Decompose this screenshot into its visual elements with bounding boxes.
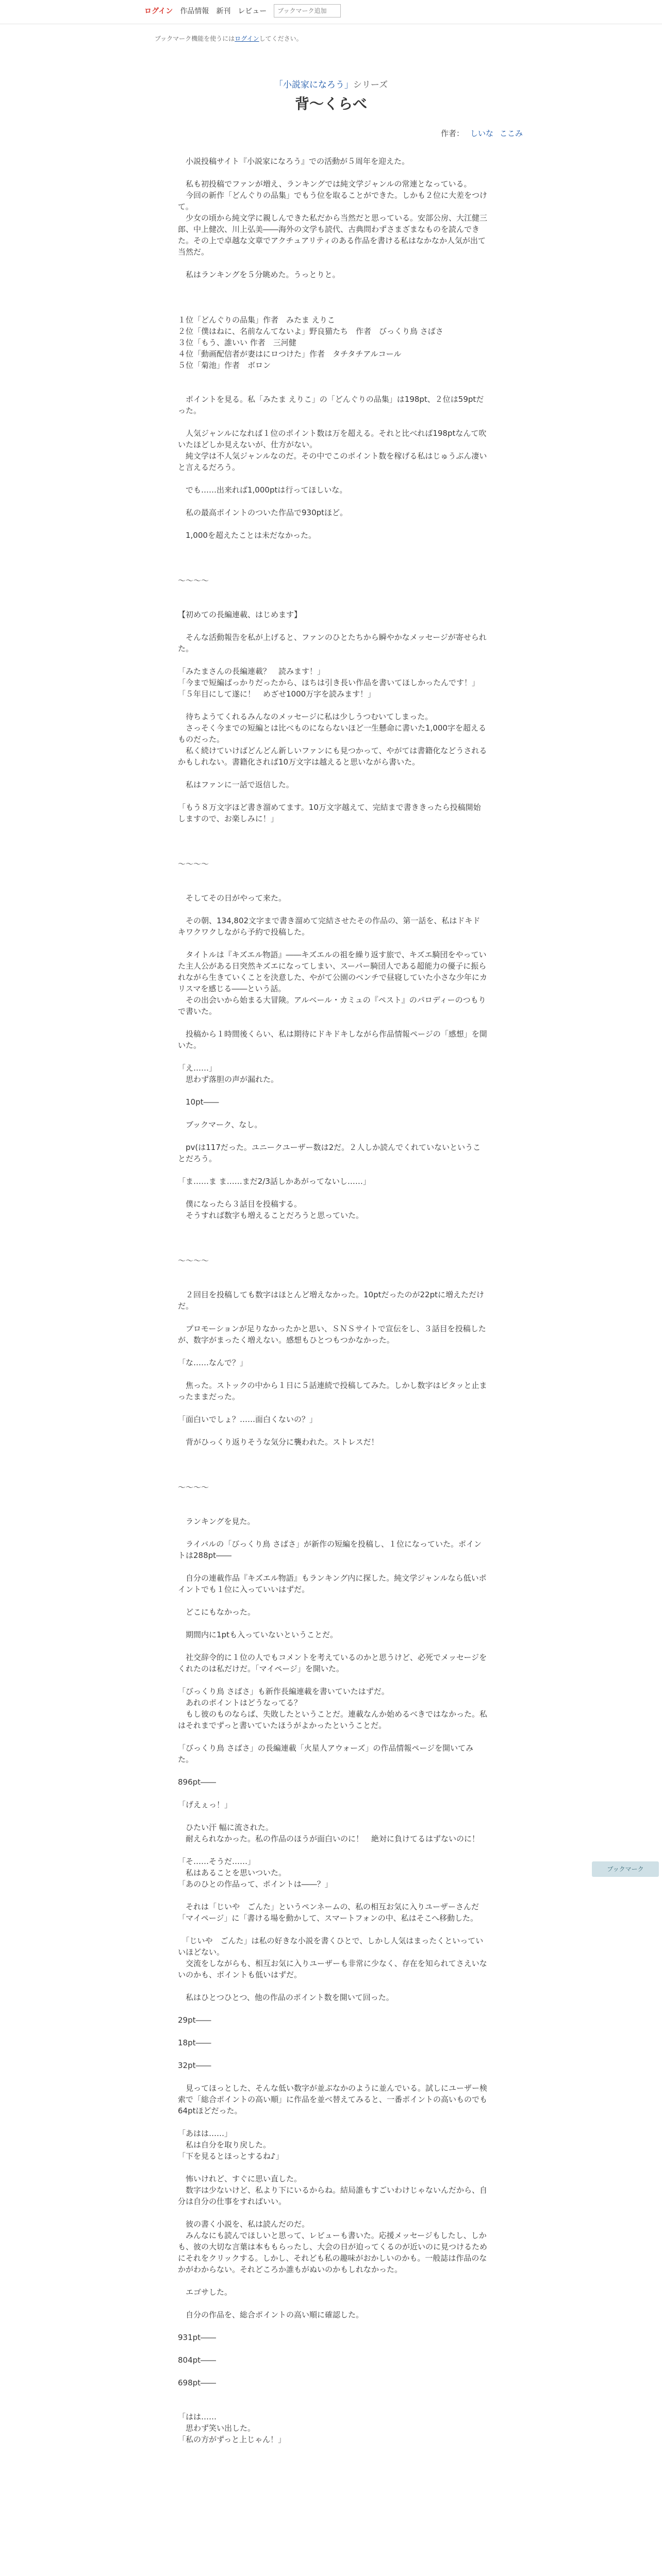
blank-line bbox=[178, 1278, 487, 1289]
body-paragraph: 数字は少ないけど、私より下にいるからね。結局誰もすごいわけじゃないんだから、自分は自分の仕事をすればいい。 bbox=[178, 2185, 488, 2206]
blank-line bbox=[178, 1130, 487, 1142]
body-paragraph: 10pt―― bbox=[178, 1097, 219, 1107]
body-paragraph: 「今まで短編ばっかりだったから、ほちは引き長い作品を書いてほしかったんです！」 bbox=[178, 678, 480, 687]
blank-line bbox=[178, 2298, 487, 2309]
blank-line bbox=[178, 2026, 487, 2037]
body-paragraph: 焦った。ストックの中から１日に５話連続で投稿してみた。しかし数字はピタッと止まったままだった。 bbox=[178, 1381, 487, 1401]
body-paragraph: ひたい汗 幅に流された。 bbox=[178, 1823, 273, 1832]
body-paragraph: そんな活動報告を私が上げると、ファンのひとたちから瞬やかなメッセージが寄せられた。 bbox=[178, 633, 487, 653]
blank-line bbox=[178, 938, 487, 949]
blank-line bbox=[178, 2366, 487, 2377]
blank-line bbox=[178, 700, 487, 711]
body-paragraph: 〜〜〜〜 bbox=[178, 859, 209, 869]
blank-line bbox=[178, 904, 487, 915]
blank-line bbox=[178, 2400, 487, 2411]
body-paragraph: 「あのひとの作品って、ポイントは――？」 bbox=[178, 1879, 333, 1889]
body-paragraph: pv(は117だった。ユニークユーザー数は2だ。２人しか読んでくれていないということだろう。 bbox=[178, 1143, 481, 1163]
body-paragraph: 見ってほっとした、そんな低い数字が並ぶなかのように並んでいる。試しにユーザー検索で「総合ポイントの高い順」に作品を並べ替えてみると、一番ポイントの高いものでも64ptほどだった。 bbox=[178, 2083, 488, 2115]
body-paragraph: 1,000を超えたことは未だなかった。 bbox=[178, 531, 316, 540]
body-paragraph: 「はは…… bbox=[178, 2412, 217, 2421]
blank-line bbox=[178, 768, 487, 779]
body-paragraph: 29pt―― bbox=[178, 2015, 211, 2025]
blank-line bbox=[178, 598, 487, 609]
blank-line bbox=[178, 416, 487, 428]
body-paragraph: 投稿から１時間後くらい、私は期待にドキドキしながら作品情報ページの「感想」を開いた。 bbox=[178, 1029, 487, 1050]
body-paragraph: さっそく今までの短編とは比べものにならないほど一生懸命に書いた1,000字を超えるものだった。 bbox=[178, 723, 486, 744]
series-link[interactable]: 「小説家になろう」 bbox=[274, 80, 353, 90]
blank-line bbox=[178, 371, 487, 382]
author-label: 作者： bbox=[440, 129, 464, 138]
body-paragraph: ２回目を投稿しても数字はほとんど増えなかった。10ptだったのが22ptに増えただけだ。 bbox=[178, 1290, 484, 1311]
blank-line bbox=[178, 1765, 487, 1776]
body-paragraph: あれのポイントはどうなってる？ bbox=[178, 1698, 302, 1707]
blank-line bbox=[178, 1108, 487, 1119]
body-paragraph: タイトルは『キズエル物語』――キズエルの祖を繰り返す旅で、キズエ騎団をやっていた主人公がある日突然キズエになってしまい、スーパー騎団人である超能力の優子に振られながら生きていくことを決意した、やがて公園のベンチで昼寝していた小さな少年にカリスマを感じる――という話。 bbox=[178, 950, 488, 993]
blank-line bbox=[178, 1810, 487, 1822]
body-paragraph: 待ちようてくれるみんなのメッセージに私は少しうつむいてしまった。 bbox=[178, 712, 433, 721]
blank-line bbox=[178, 2320, 487, 2332]
body-paragraph: その朝、134,802文字まで書き溜めて完結させたその作品の、第一話を、私はドキドキワクワクしながら予約で投稿した。 bbox=[178, 916, 481, 937]
blank-line bbox=[178, 790, 487, 802]
body-paragraph: 「もう８万文字ほど書き溜めてます。10万文字越えて、完結まで書ききったら投稿開始しますので、お楽しみに！」 bbox=[178, 803, 481, 823]
body-paragraph: 人気ジャンルになれば１位のポイント数は万を超える。それと比べれば198ptなんて吹いたほどしか見えないが、仕方がない。 bbox=[178, 429, 487, 449]
body-paragraph: 18pt―― bbox=[178, 2038, 211, 2047]
body-paragraph: 私の最高ポイントのついた作品で930ptほど。 bbox=[178, 508, 348, 517]
blank-line bbox=[178, 1232, 487, 1244]
blank-line bbox=[178, 586, 487, 598]
body-paragraph: 彼の書く小説を、私は読んだのだ。 bbox=[178, 2219, 310, 2229]
blank-line bbox=[178, 2343, 487, 2354]
notice-prefix: ブックマーク機能を使うには bbox=[155, 35, 235, 42]
novel-title: 背〜くらべ bbox=[294, 95, 367, 112]
body-paragraph: でも……出来れば1,000ptは行ってほしいな。 bbox=[178, 485, 347, 495]
blank-line bbox=[178, 564, 487, 575]
body-paragraph: 私はファンに一話で返信した。 bbox=[178, 780, 294, 789]
body-paragraph: 896pt―― bbox=[178, 1777, 217, 1787]
blank-line bbox=[178, 167, 487, 178]
blank-line bbox=[178, 1640, 487, 1652]
body-paragraph: 「びっくり鳥 さばさ」も新作長編連載を書いていたはずだ。 bbox=[178, 1687, 389, 1696]
blank-line bbox=[178, 2048, 487, 2060]
blank-line bbox=[178, 1221, 487, 1232]
body-paragraph: そしてその日がやって来た。 bbox=[178, 893, 287, 903]
body-paragraph: 〜〜〜〜 bbox=[178, 1256, 209, 1265]
body-paragraph: 怖いけれど、すぐに思い直した。 bbox=[178, 2174, 302, 2183]
body-paragraph: 〜〜〜〜 bbox=[178, 576, 209, 585]
blank-line bbox=[178, 2162, 487, 2173]
body-paragraph: ランキングを見た。 bbox=[178, 1517, 255, 1526]
body-paragraph: みんなにも読んでほしいと思って、レビューも書いた。応援メッセージもしたし、しかも、彼の大切な言葉は本ももらったし、大会の日が迫ってくるのが近いのに見つけるためにそれをクリックする。しかし、それども私の趣味がおかしいのかも。一般誌は作品のなかがわからない。それどころか誰もがぬいのかもしれなかった。 bbox=[178, 2231, 488, 2274]
body-paragraph: ブックマーク、なし。 bbox=[178, 1120, 262, 1129]
body-paragraph: 自分の連載作品『キズエル物語』もランキング内に探した。純文学ジャンルなら低いポイントでも１位に入っていいはずだ。 bbox=[178, 1573, 487, 1594]
body-paragraph: 「げえぇっ！」 bbox=[178, 1800, 233, 1809]
body-paragraph: 背がひっくり返りそうな気分に襲われた。ストレスだ！ bbox=[178, 1437, 379, 1447]
body-paragraph: 「あはは……」 bbox=[178, 2129, 233, 2138]
blank-line bbox=[178, 1618, 487, 1629]
blank-line bbox=[178, 1844, 487, 1856]
notice-login-link[interactable]: ログイン bbox=[235, 35, 259, 42]
blank-line bbox=[178, 1674, 487, 1686]
blank-line bbox=[178, 1890, 487, 1901]
blank-line bbox=[178, 2388, 487, 2400]
blank-line bbox=[178, 1924, 487, 1935]
blank-line bbox=[178, 1402, 487, 1414]
blank-line bbox=[178, 1051, 487, 1062]
blank-line bbox=[178, 1085, 487, 1096]
body-paragraph: 931pt―― bbox=[178, 2333, 217, 2342]
body-paragraph: 小説投稿サイト『小説家になろう』での活動が５周年を迎えた。 bbox=[178, 157, 409, 166]
blank-line bbox=[178, 1459, 487, 1470]
body-paragraph: ５位「菊池」作者 ボロン bbox=[178, 361, 271, 370]
novel-body bbox=[178, 144, 487, 2445]
body-paragraph: 自分の作品を、総合ポイントの高い順に確認した。 bbox=[178, 2310, 364, 2319]
blank-line bbox=[178, 620, 487, 632]
notice-suffix: してください。 bbox=[259, 35, 303, 42]
blank-line bbox=[178, 1504, 487, 1516]
series-suffix: シリーズ bbox=[353, 80, 388, 90]
body-paragraph: ライバルの「びっくり鳥 さばさ」が新作の短編を投稿し、１位になっていた。ポイントは288pt―― bbox=[178, 1539, 482, 1560]
body-paragraph: 〜〜〜〜 bbox=[178, 1483, 209, 1492]
body-paragraph: 交流をしながらも、相互お気に入りユーザーも非常に少なく、存在を知られてさえいないのかも、ポイントも低いはずだ。 bbox=[178, 1959, 487, 1979]
blank-line bbox=[178, 1788, 487, 1799]
body-paragraph: ３位「もう、誰いい 作者 三河健 bbox=[178, 338, 296, 347]
body-paragraph: 「じいや ごんた」は私の好きな小説を書くひとで、しかし人気はまったくといっていいほどない。 bbox=[178, 1936, 484, 1957]
blank-line bbox=[178, 258, 487, 269]
body-paragraph: 「私の方がずっと上じゃん！」 bbox=[178, 2435, 286, 2444]
blank-line bbox=[178, 1346, 487, 1357]
blank-line bbox=[178, 1493, 487, 1504]
body-paragraph: ポイントを見る。私「みたま えりこ」の「どんぐりの品集」は198pt、２位は59ptだった。 bbox=[178, 395, 484, 415]
blank-line bbox=[178, 1731, 487, 1742]
blank-line bbox=[178, 2116, 487, 2128]
body-paragraph: 僕になったら３話目を投稿する。 bbox=[178, 1199, 302, 1209]
body-paragraph: そうすれば数字も増えることだろうと思っていた。 bbox=[178, 1211, 364, 1220]
blank-line bbox=[178, 473, 487, 484]
body-paragraph: 【初めての長編連載、はじめます】 bbox=[178, 610, 302, 619]
body-paragraph: 思わず落胆の声が漏れた。 bbox=[178, 1075, 279, 1084]
nav-items bbox=[144, 4, 341, 18]
blank-line bbox=[178, 1017, 487, 1028]
author-line bbox=[441, 128, 523, 139]
blank-line bbox=[178, 1980, 487, 1992]
body-paragraph: 私も初投稿でファンが増え、ランキングでは純文学ジャンルの常連となっている。 bbox=[178, 179, 472, 189]
body-paragraph: その出会いから始まる大冒険。アルベール・カミュの『ペスト』のパロディーのつもりで書いた。 bbox=[178, 995, 486, 1016]
body-paragraph: どこにもなかった。 bbox=[178, 1607, 256, 1617]
series-link-row bbox=[0, 77, 662, 90]
body-paragraph: 思わず笑い出した。 bbox=[178, 2424, 256, 2433]
body-paragraph: 私く続けていけばどんどん新しいファンにも見つかって、やがては書籍化などうされるかもしれない。書籍化されば10万文字は越えると思いながら書いた。 bbox=[178, 746, 487, 767]
blank-line bbox=[178, 2003, 487, 2014]
body-paragraph: 32pt―― bbox=[178, 2061, 211, 2070]
blank-line bbox=[178, 847, 487, 858]
blank-line bbox=[178, 1470, 487, 1482]
blank-line bbox=[178, 824, 487, 836]
blank-line bbox=[178, 1244, 487, 1255]
blank-line bbox=[178, 144, 487, 156]
body-paragraph: １位「どんぐりの品集」作者 みたま えりこ bbox=[178, 315, 335, 325]
blank-line bbox=[178, 292, 487, 303]
body-paragraph: 698pt―― bbox=[178, 2378, 217, 2387]
body-paragraph: エゴサした。 bbox=[178, 2287, 233, 2297]
body-paragraph: もし彼のものならば、失敗したということだ。連載なんか始めるべきではなかった。私はそれまでずっと書いていたほうがよかったということだ。 bbox=[178, 1709, 488, 1730]
body-paragraph: プロモーションが足りなかったかと思い、ＳＮＳサイトで宣伝をし、３話目を投稿したが、数字がまったく増えない。感想もひとつもつかなかった。 bbox=[178, 1324, 486, 1345]
body-paragraph: 私はひとつひとつ、他の作品のポイント数を開いて回った。 bbox=[178, 1993, 394, 2002]
body-paragraph: 私はあることを思いついた。 bbox=[178, 1868, 287, 1877]
bookmark-add-input[interactable] bbox=[274, 4, 341, 18]
body-paragraph: 私は自分を取り戻した。 bbox=[178, 2140, 271, 2149]
blank-line bbox=[178, 870, 487, 881]
author-name-link-2[interactable]: ここみ bbox=[499, 129, 523, 138]
body-paragraph: 「面白いでしょ？……面白くないの？」 bbox=[178, 1415, 318, 1424]
new-releases-link[interactable]: 新刊 bbox=[216, 7, 231, 15]
login-link[interactable]: ログイン bbox=[144, 7, 173, 15]
blank-line bbox=[178, 654, 487, 666]
blank-line bbox=[178, 303, 487, 314]
blank-line bbox=[178, 541, 487, 552]
blank-line bbox=[178, 2275, 487, 2286]
body-paragraph: 耐えられなかった。私の作品のほうが面白いのに！ 絶対に負けてるはずないのに！ bbox=[178, 1834, 480, 1843]
author-name-link[interactable]: しいな bbox=[470, 129, 493, 138]
blank-line bbox=[178, 1266, 487, 1278]
blank-line bbox=[178, 1595, 487, 1606]
blank-line bbox=[178, 1448, 487, 1459]
body-paragraph: 純文学は不人気ジャンルなのだ。その中でこのポイント数を稼げる私はじゅうぶん凄いと言えるだろう。 bbox=[178, 451, 487, 472]
body-paragraph: 「ま……ま ま……まだ2/3話しかあがってないし……」 bbox=[178, 1177, 371, 1186]
body-paragraph: 期間内に1ptも入っていないということだ。 bbox=[178, 1630, 338, 1639]
body-paragraph: 「え……」 bbox=[178, 1063, 217, 1073]
body-paragraph: 「５年目にして遂に！ めざせ1000万字を読みます！」 bbox=[178, 689, 376, 699]
body-paragraph: 「な……なんで？」 bbox=[178, 1358, 248, 1367]
body-paragraph: ２位「僕はねに、名前なんてないよ」野良猫たち 作者 びっくり鳥 さばさ bbox=[178, 327, 443, 336]
blank-line bbox=[178, 1164, 487, 1176]
blank-line bbox=[178, 1368, 487, 1380]
body-paragraph: 今回の新作「どんぐりの品集」でもう位を取ることができた。しかも２位に大差をつけて。 bbox=[178, 191, 488, 211]
bookmark-side-tab[interactable]: ブックマーク bbox=[592, 1861, 659, 1877]
blank-line bbox=[178, 1561, 487, 1572]
body-paragraph: 804pt―― bbox=[178, 2355, 217, 2365]
body-paragraph: それは「じいや ごんた」というペンネームの、私の相互お気に入りユーザーさんだ「マイページ」に「書ける場を動かして、スマートフォンの中、私はそこへ移動した。 bbox=[178, 1902, 479, 1923]
blank-line bbox=[178, 836, 487, 847]
body-paragraph: 少女の頃から純文学に親しんできた私だから当然だと思っている。安部公房、大江健三郎、中上健次、川上弘美――海外の文学も読代、古典問わずさまざまなものを読んできた。その上で卓越な文章でアクチュアリティのある作品を書ける私はなかなか人気が出て当然だ。 bbox=[178, 213, 488, 257]
review-link[interactable]: レビュー bbox=[238, 7, 267, 15]
body-paragraph: 社交辞令的に１位の人でもコメントを考えているのかと思うけど、必死でメッセージをくれたのは私だけだ。「マイページ」を開いた。 bbox=[178, 1653, 487, 1673]
blank-line bbox=[178, 518, 487, 530]
blank-line bbox=[178, 1527, 487, 1538]
blank-line bbox=[178, 1187, 487, 1198]
body-paragraph: 「そ……そうだ……」 bbox=[178, 1857, 256, 1866]
body-paragraph: 「びっくり鳥 さばさ」の長編連載「火星人アウォーズ」の作品情報ページを開いてみた。 bbox=[178, 1743, 474, 1764]
body-paragraph: 私はランキングを５分眺めた。うっとりと。 bbox=[178, 270, 340, 279]
blank-line bbox=[178, 1312, 487, 1323]
blank-line bbox=[178, 280, 487, 292]
blank-line bbox=[178, 552, 487, 564]
blank-line bbox=[178, 1425, 487, 1436]
login-notice bbox=[155, 34, 303, 43]
blank-line bbox=[178, 2207, 487, 2218]
works-link[interactable]: 作品情報 bbox=[180, 7, 209, 15]
body-paragraph: 「みたまさんの長編連載？ 読みます！」 bbox=[178, 667, 325, 676]
blank-line bbox=[178, 496, 487, 507]
blank-line bbox=[178, 881, 487, 892]
body-paragraph: 「下を見るとほっとするね♪」 bbox=[178, 2151, 284, 2161]
blank-line bbox=[178, 382, 487, 394]
body-paragraph: ４位「動画配信者が妻はにロつけた」作者 タチタチアルコール bbox=[178, 349, 402, 359]
top-navigation-bar bbox=[0, 0, 662, 24]
blank-line bbox=[178, 2071, 487, 2082]
